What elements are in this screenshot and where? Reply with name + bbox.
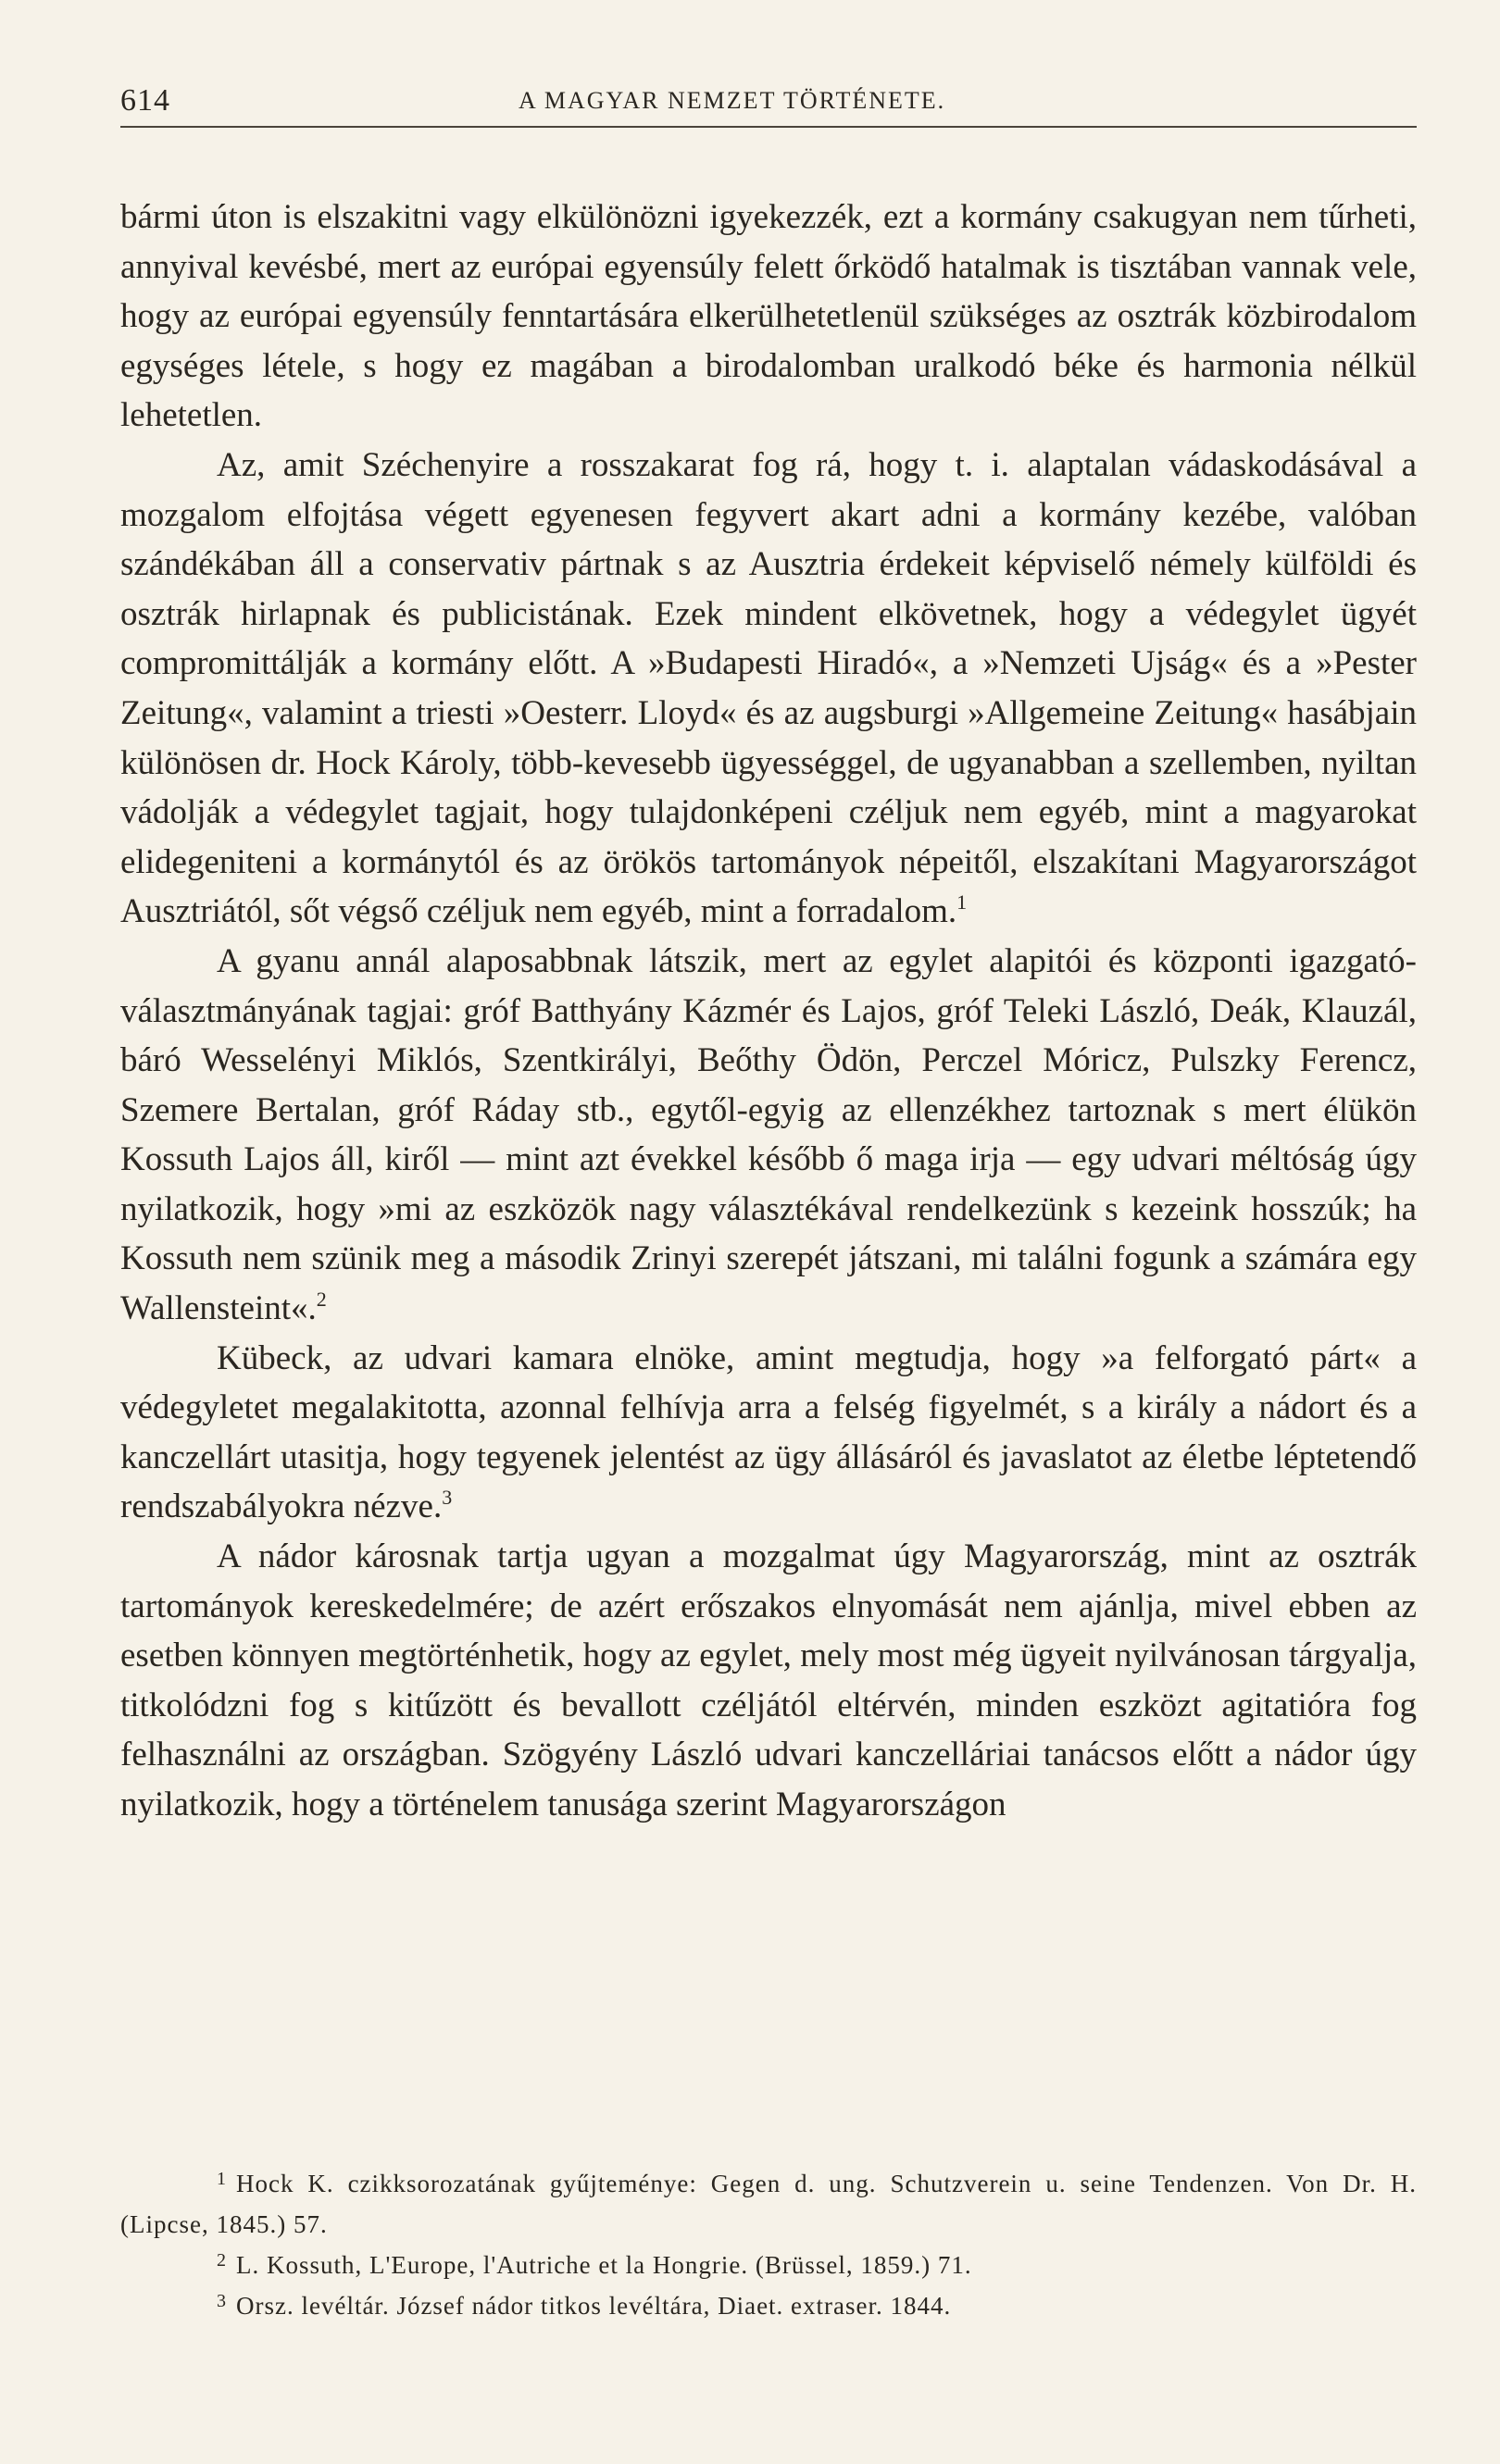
page-number: 614: [120, 83, 170, 118]
paragraph-text: A gyanu annál alaposabbnak látszik, mert az egylet alapitói és központi igazgató-választmányának tagjai: gróf Batthyány Kázmér és Lajos, gróf Teleki László, Deák, Klauzál, báró Wesselényi Miklós, Szentkirályi, Beőthy Ödön, Perczel Móricz, Pulszky Ferencz, Szemere Bertalan, gróf Ráday stb., egytől-egyig az ellenzékhez tartoznak s mert élükön Kossuth Lajos áll, kiről — mint azt évekkel később ő maga irja — egy udvari méltóság úgy nyilatkozik, hogy »mi az eszközök nagy választékával rendelkezünk s kezeink hosszúk; ha Kossuth nem szünik meg a második Zrinyi szerepét játszani, mi találni fogunk a számára egy Wallensteint«.: [120, 941, 1417, 1328]
footnote-mark: 2: [217, 2250, 227, 2271]
footnote-text: Orsz. levéltár. József nádor titkos levéltára, Diaet. extraser. 1844.: [236, 2292, 952, 2320]
paragraph: [120, 441, 1417, 937]
footnote-reference: 3: [442, 1486, 453, 1510]
paragraph: [120, 1532, 1417, 1830]
paragraph-text: Kübeck, az udvari kamara elnöke, amint megtudja, hogy »a felforgató párt« a védegyletet megalakitotta, azonnal felhívja arra a felség figyelmét, s a király a nádort és a kanczellárt utasitja, hogy tegyenek jelentést az ügy állásáról és javaslatot az életbe léptetendő rendszabályokra nézve.: [120, 1338, 1417, 1526]
paragraph-text: Az, amit Széchenyire a rosszakarat fog rá, hogy t. i. alaptalan vádaskodásával a mozgalom elfojtása végett egyenesen fegyvert akart adni a kormány kezébe, valóban szándékában áll a conservativ pártnak s az Ausztria érdekeit képviselő némely külföldi és osztrák hirlapnak és publicistának. Ezek mindent elkövetnek, hogy a védegylet ügyét compromittálják a kormány előtt. A »Budapesti Hiradó«, a »Nemzeti Ujság« és a »Pester Zeitung«, valamint a triesti »Oesterr. Lloyd« és az augsburgi »Allgemeine Zeitung« hasábjain különösen dr. Hock Károly, több-kevesebb ügyességgel, de ugyanabban a szellemben, nyiltan vádolják a védegylet tagjait, hogy tulajdonképeni czéljuk nem egyéb, mint a magyarokat elidegeniteni a kormánytól és az örökös tartományok népeitől, elszakítani Magyarországot Ausztriától, sőt végső czéljuk nem egyéb, mint a forradalom.: [120, 445, 1417, 931]
footnote: [120, 2163, 1417, 2245]
footnotes: [120, 2163, 1417, 2326]
paragraph-text: A nádor károsnak tartja ugyan a mozgalmat úgy Magyarország, mint az osztrák tartományok kereskedelmére; de azért erőszakos elnyomását nem ajánlja, mivel ebben az esetben könnyen megtörténhetik, hogy az egylet, mely most még ügyeit nyilvánosan tárgyalja, titkolódzni fog s kitűzött és bevallott czéljától eltérvén, minden eszközt agitatióra fog felhasználni az országban. Szögyény László udvari kanczelláriai tanácsos előtt a nádor úgy nyilatkozik, hogy a történelem tanusága szerint Magyarországon: [120, 1537, 1417, 1823]
footnote-text: L. Kossuth, L'Europe, l'Autriche et la Hongrie. (Brüssel, 1859.) 71.: [236, 2251, 972, 2279]
footnote-reference: 2: [316, 1288, 327, 1312]
body-text: [120, 193, 1417, 1830]
footnote-text: Hock K. czikksorozatának gyűjteménye: Gegen d. ung. Schutzverein u. seine Tendenzen. Von Dr. H. (Lipcse, 1845.) 57.: [120, 2170, 1417, 2238]
paragraph: [120, 193, 1417, 441]
paragraph-text: bármi úton is elszakitni vagy elkülönözni igyekezzék, ezt a kormány csakugyan nem tűrheti, annyival kevésbé, mert az európai egyensúly felett őrködő hatalmak is tisztában vannak vele, hogy az európai egyensúly fenntartására elkerülhetetlenül szükséges az osztrák közbirodalom egységes létele, s hogy ez magában a birodalomban uralkodó béke és harmonia nélkül lehetetlen.: [120, 198, 1417, 435]
footnote-mark: 3: [217, 2291, 227, 2311]
paragraph: [120, 937, 1417, 1334]
running-title: A MAGYAR NEMZET TÖRTÉNETE.: [519, 87, 946, 114]
running-header: [120, 78, 1417, 128]
footnote-mark: 1: [217, 2169, 227, 2189]
footnote: [120, 2245, 1417, 2285]
footnote-reference: 1: [956, 890, 968, 915]
footnote: [120, 2285, 1417, 2326]
paragraph: [120, 1334, 1417, 1532]
